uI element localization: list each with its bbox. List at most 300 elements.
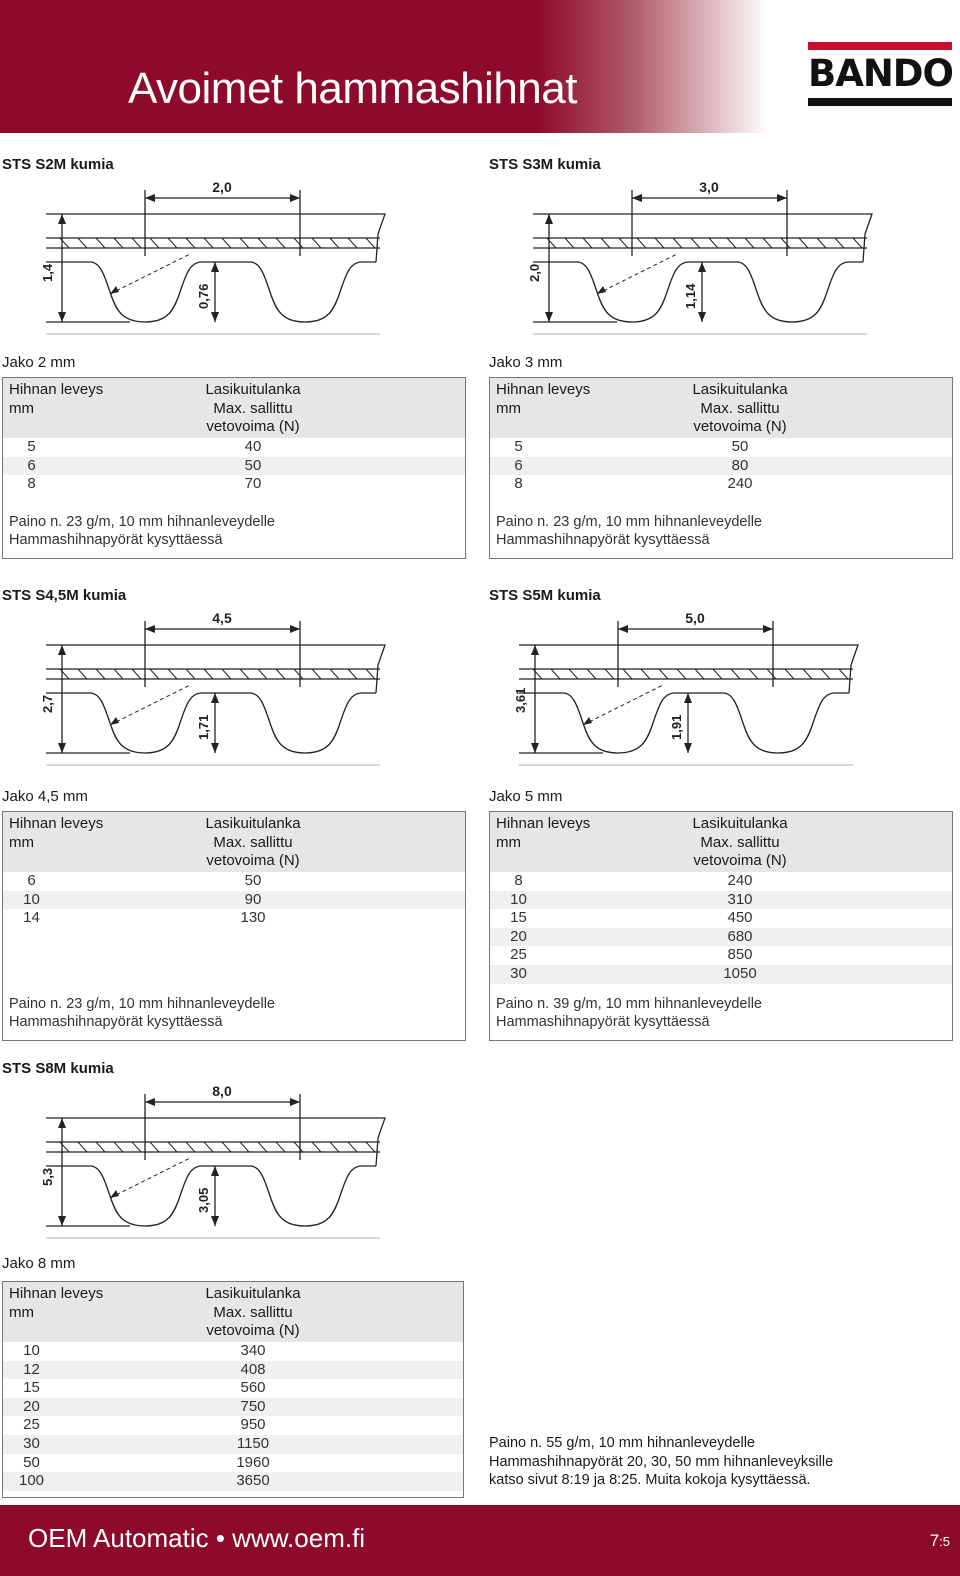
height-label: 1,4: [40, 263, 55, 282]
arrow-head: [290, 194, 300, 202]
header-line: vetovoima (N): [693, 852, 787, 870]
arrow-head: [110, 286, 119, 294]
table-row: [3, 457, 465, 476]
cord-hatch: [276, 238, 285, 248]
note-line: Hammashihnapyörät kysyttäessä: [496, 1014, 710, 1031]
table-row: [3, 891, 465, 910]
cord-hatch: [583, 238, 592, 248]
pitch-label-s8m: Jako 8 mm: [2, 1255, 76, 1272]
cord-hatch: [330, 1142, 339, 1152]
max-force-cell: 408: [240, 1360, 266, 1378]
max-force-cell: 1050: [723, 964, 757, 982]
cord-hatch: [276, 1142, 285, 1152]
cord-hatch: [222, 669, 231, 679]
note-line: Paino n. 23 g/m, 10 mm hihnanleveydelle: [9, 995, 275, 1012]
cord-hatch: [641, 669, 650, 679]
max-force-cell: 240: [727, 475, 753, 493]
cord-hatch: [799, 238, 808, 248]
cord-hatch: [767, 669, 776, 679]
logo-black-bar: [808, 98, 952, 106]
belt-teeth-profile: [519, 693, 849, 753]
cord-hatch: [150, 1142, 159, 1152]
header-line: Lasikuitulanka: [205, 1285, 301, 1302]
max-force-cell: 450: [727, 909, 753, 927]
cord-hatch: [60, 238, 69, 248]
radius-leader: [110, 685, 190, 725]
height-label: 3,61: [513, 687, 528, 713]
belt-diagram-s45m: [40, 605, 390, 770]
cord-hatch: [366, 1142, 375, 1152]
tooth-label: 3,05: [196, 1187, 211, 1213]
belt-width-cell: 20: [23, 1397, 40, 1415]
cord-hatch: [713, 669, 722, 679]
header-line: Hihnan leveys: [9, 381, 104, 398]
arrow-head: [698, 312, 706, 322]
cord-hatch: [276, 669, 285, 679]
belt-width-cell: 10: [510, 890, 527, 908]
cord-hatch: [312, 238, 321, 248]
header-line: Max. sallittu: [700, 833, 780, 851]
arrow-head: [211, 693, 219, 703]
belt-width-cell: 100: [18, 1472, 45, 1490]
cord-hatch: [673, 238, 682, 248]
pitch-label: 8,0: [212, 1083, 232, 1099]
note-line: Hammashihnapyörät 20, 30, 50 mm hihnanleveyksille: [489, 1453, 834, 1470]
cord-hatch: [294, 238, 303, 248]
bando-logo: [808, 42, 952, 108]
header-line: vetovoima (N): [206, 1322, 300, 1340]
belt-profile-svg: [40, 1078, 390, 1243]
width-column-header: [9, 1285, 103, 1322]
cord-hatch: [150, 238, 159, 248]
arrow-head: [618, 625, 628, 633]
arrow-head: [684, 693, 692, 703]
max-force-cell: 750: [240, 1397, 266, 1415]
cord-hatch: [222, 1142, 231, 1152]
cord-hatch: [601, 238, 610, 248]
tooth-label: 0,76: [196, 283, 211, 309]
section-title-s3m: STS S3M kumia: [489, 156, 601, 173]
header-line: mm: [9, 833, 34, 851]
cord-hatch: [677, 669, 686, 679]
header-line: mm: [496, 833, 521, 851]
cord-hatch: [803, 669, 812, 679]
belt-width-cell: 10: [23, 890, 40, 908]
spec-table-s5m: [489, 811, 953, 1041]
table-row: [3, 475, 465, 494]
note-line: Paino n. 39 g/m, 10 mm hihnanleveydelle: [496, 995, 762, 1012]
note-line: Hammashihnapyörät kysyttäessä: [496, 532, 710, 549]
cord-hatch: [222, 238, 231, 248]
cord-hatch: [821, 669, 830, 679]
cord-hatch: [258, 238, 267, 248]
belt-width-cell: 6: [514, 456, 523, 474]
cord-hatch: [96, 669, 105, 679]
cord-hatch: [695, 669, 704, 679]
cord-hatch: [168, 1142, 177, 1152]
arrow-head: [58, 214, 66, 224]
page-number-sub: :5: [939, 1534, 950, 1549]
belt-width-cell: 25: [510, 946, 527, 964]
cord-hatch: [78, 238, 87, 248]
note-line: katso sivut 8:19 ja 8:25. Muita kokoja kysyttäessä.: [489, 1472, 811, 1489]
belt-teeth-profile: [46, 262, 376, 322]
force-column-header: [690, 381, 790, 437]
logo-red-bar: [808, 42, 952, 50]
table-row: [3, 872, 465, 891]
arrow-head: [583, 717, 592, 725]
belt-profile-svg: [40, 174, 390, 339]
belt-width-cell: 6: [27, 872, 36, 889]
section-title-s2m: STS S2M kumia: [2, 156, 114, 173]
belt-width-cell: 6: [27, 456, 36, 474]
table-row: [490, 891, 952, 910]
belt-width-cell: 8: [514, 475, 523, 493]
belt-teeth-profile: [46, 693, 376, 753]
arrow-head: [632, 194, 642, 202]
belt-teeth-profile: [533, 262, 863, 322]
cord-hatch: [240, 1142, 249, 1152]
spec-table-s2m: [2, 377, 466, 559]
height-label: 2,7: [40, 694, 55, 713]
max-force-cell: 50: [244, 872, 262, 889]
table-header: [3, 812, 465, 872]
cord-hatch: [623, 669, 632, 679]
width-column-header: [496, 381, 590, 418]
cord-hatch: [605, 669, 614, 679]
arrow-head: [531, 743, 539, 753]
max-force-cell: 310: [727, 890, 753, 908]
cord-hatch: [839, 669, 848, 679]
cord-hatch: [240, 669, 249, 679]
table-row: [490, 438, 952, 457]
cord-hatch: [348, 238, 357, 248]
arrow-head: [211, 1216, 219, 1226]
arrow-head: [531, 645, 539, 655]
belt-width-cell: 20: [510, 927, 527, 945]
cord-hatch: [186, 669, 195, 679]
table-notes: [496, 513, 762, 550]
cord-hatch: [763, 238, 772, 248]
header-line: Hihnan leveys: [496, 381, 591, 398]
cord-hatch: [60, 1142, 69, 1152]
cord-hatch: [258, 1142, 267, 1152]
cord-hatch: [240, 238, 249, 248]
table-row: [3, 1454, 463, 1473]
width-column-header: [9, 815, 103, 852]
tooth-label: 1,91: [669, 714, 684, 740]
cord-hatch: [204, 1142, 213, 1152]
tooth-label: 1,71: [196, 714, 211, 740]
page-footer: [0, 1505, 960, 1576]
arrow-head: [58, 1118, 66, 1128]
table-row: [490, 872, 952, 891]
cord-hatch: [186, 1142, 195, 1152]
cord-hatch: [691, 238, 700, 248]
radius-leader: [110, 1158, 190, 1198]
header-line: vetovoima (N): [206, 418, 300, 436]
width-column-header: [9, 381, 103, 418]
table-row: [3, 1472, 463, 1491]
max-force-cell: 50: [731, 438, 749, 455]
table-row: [3, 1379, 463, 1398]
cord-hatch: [204, 238, 213, 248]
table-notes: [9, 513, 275, 550]
cord-hatch: [132, 1142, 141, 1152]
max-force-cell: 1150: [236, 1434, 270, 1452]
max-force-cell: 80: [731, 456, 749, 474]
max-force-cell: 3650: [236, 1472, 270, 1490]
arrow-head: [58, 645, 66, 655]
max-force-cell: 850: [727, 946, 753, 964]
cord-hatch: [709, 238, 718, 248]
radius-leader: [110, 254, 190, 294]
arrow-head: [290, 625, 300, 633]
pitch-label-s2m: Jako 2 mm: [2, 354, 76, 371]
header-line: Lasikuitulanka: [692, 815, 788, 832]
header-line: mm: [496, 399, 521, 417]
max-force-cell: 240: [727, 872, 753, 889]
table-row: [490, 475, 952, 494]
table-row: [3, 1342, 463, 1361]
section-title-s45m: STS S4,5M kumia: [2, 587, 127, 604]
spec-table-s8m: [2, 1281, 464, 1498]
cord-hatch: [114, 238, 123, 248]
header-line: Max. sallittu: [213, 399, 293, 417]
header-line: Lasikuitulanka: [692, 381, 788, 398]
radius-leader: [597, 254, 677, 294]
max-force-cell: 950: [240, 1416, 266, 1434]
arrow-head: [684, 743, 692, 753]
header-line: Hihnan leveys: [9, 1285, 104, 1302]
cord-hatch: [727, 238, 736, 248]
belt-width-cell: 8: [27, 475, 36, 493]
cord-hatch: [731, 669, 740, 679]
arrow-head: [110, 717, 119, 725]
belt-width-cell: 30: [23, 1434, 40, 1452]
belt-diagram-s8m: [40, 1078, 390, 1243]
table-header: [3, 378, 465, 438]
cord-hatch: [294, 669, 303, 679]
cord-hatch: [659, 669, 668, 679]
footer-text: OEM Automatic • www.oem.fi: [28, 1523, 366, 1553]
max-force-cell: 340: [240, 1342, 266, 1359]
pitch-label-s5m: Jako 5 mm: [489, 788, 563, 805]
cord-hatch: [330, 238, 339, 248]
arrow-head: [58, 312, 66, 322]
cord-hatch: [78, 669, 87, 679]
belt-width-cell: 5: [514, 438, 523, 455]
tooth-label: 1,14: [683, 283, 698, 309]
note-line: Hammashihnapyörät kysyttäessä: [9, 1014, 223, 1031]
force-column-header: [203, 815, 303, 871]
logo-wordmark: BANDO: [808, 52, 953, 95]
belt-width-cell: 15: [23, 1379, 40, 1397]
table-row: [3, 438, 465, 457]
header-line: Max. sallittu: [213, 1303, 293, 1321]
spec-table-s45m: [2, 811, 466, 1041]
header-line: vetovoima (N): [206, 852, 300, 870]
cord-hatch: [114, 1142, 123, 1152]
page-number-main: 7: [929, 1531, 940, 1550]
belt-width-cell: 5: [27, 438, 36, 455]
arrow-head: [763, 625, 773, 633]
cord-hatch: [132, 238, 141, 248]
header-line: mm: [9, 399, 34, 417]
max-force-cell: 50: [244, 456, 262, 474]
cord-hatch: [114, 669, 123, 679]
note-line: Paino n. 23 g/m, 10 mm hihnanleveydelle: [496, 513, 762, 530]
belt-width-cell: 30: [510, 964, 527, 982]
arrow-head: [211, 312, 219, 322]
table-row: [3, 1435, 463, 1454]
belt-width-cell: 25: [23, 1416, 40, 1434]
pitch-label: 5,0: [685, 610, 705, 626]
max-force-cell: 560: [240, 1379, 266, 1397]
table-notes: [9, 995, 275, 1032]
note-line: Paino n. 23 g/m, 10 mm hihnanleveydelle: [9, 513, 275, 530]
page-header: [0, 0, 960, 133]
cord-hatch: [745, 238, 754, 248]
table-row: [3, 1361, 463, 1380]
cord-hatch: [96, 1142, 105, 1152]
arrow-head: [777, 194, 787, 202]
table-row: [490, 909, 952, 928]
max-force-cell: 1960: [236, 1453, 270, 1471]
belt-profile-svg: [513, 605, 863, 770]
arrow-head: [698, 262, 706, 272]
pitch-label: 3,0: [699, 179, 719, 195]
cord-hatch: [330, 669, 339, 679]
belt-width-cell: 8: [514, 872, 523, 889]
table-row: [490, 928, 952, 947]
cord-hatch: [366, 669, 375, 679]
cord-hatch: [817, 238, 826, 248]
cord-hatch: [258, 669, 267, 679]
belt-width-cell: 15: [510, 909, 527, 927]
cord-hatch: [186, 238, 195, 248]
force-column-header: [203, 1285, 303, 1341]
spec-table-s3m: [489, 377, 953, 559]
cord-hatch: [204, 669, 213, 679]
arrow-head: [211, 743, 219, 753]
max-force-cell: 70: [244, 475, 262, 493]
arrow-head: [545, 312, 553, 322]
arrow-head: [110, 1190, 119, 1198]
force-column-header: [203, 381, 303, 437]
arrow-head: [290, 1098, 300, 1106]
section-title-s5m: STS S5M kumia: [489, 587, 601, 604]
width-column-header: [496, 815, 590, 852]
belt-teeth-profile: [46, 1166, 376, 1226]
arrow-head: [545, 214, 553, 224]
arrow-head: [145, 1098, 155, 1106]
belt-width-cell: 50: [23, 1453, 40, 1471]
header-line: Lasikuitulanka: [205, 381, 301, 398]
header-line: mm: [9, 1303, 34, 1321]
arrow-head: [211, 262, 219, 272]
cord-hatch: [150, 669, 159, 679]
cord-hatch: [96, 238, 105, 248]
table-row: [3, 1398, 463, 1417]
pitch-label: 4,5: [212, 610, 232, 626]
table-header: [490, 378, 952, 438]
s8m-notes: [489, 1434, 833, 1490]
page-number: [930, 1531, 950, 1551]
max-force-cell: 40: [244, 438, 262, 455]
note-line: Paino n. 55 g/m, 10 mm hihnanleveydelle: [489, 1435, 755, 1451]
cord-hatch: [655, 238, 664, 248]
table-row: [490, 457, 952, 476]
cord-hatch: [168, 238, 177, 248]
radius-leader: [583, 685, 663, 725]
cord-hatch: [619, 238, 628, 248]
table-row: [490, 946, 952, 965]
cord-hatch: [565, 238, 574, 248]
belt-width-cell: 14: [23, 909, 40, 927]
arrow-head: [58, 743, 66, 753]
belt-profile-svg: [527, 174, 877, 339]
cord-hatch: [781, 238, 790, 248]
cord-hatch: [749, 669, 758, 679]
page-title: Avoimet hammashihnat: [128, 64, 577, 113]
arrow-head: [211, 1166, 219, 1176]
header-line: vetovoima (N): [693, 418, 787, 436]
cord-hatch: [132, 669, 141, 679]
cord-hatch: [853, 238, 862, 248]
header-line: Hihnan leveys: [9, 815, 104, 832]
table-row: [490, 965, 952, 984]
table-row: [3, 909, 465, 928]
belt-width-cell: 10: [23, 1342, 40, 1359]
cord-hatch: [348, 1142, 357, 1152]
cord-hatch: [569, 669, 578, 679]
max-force-cell: 130: [240, 909, 266, 927]
cord-hatch: [785, 669, 794, 679]
pitch-label: 2,0: [212, 179, 232, 195]
pitch-label-s3m: Jako 3 mm: [489, 354, 563, 371]
arrow-head: [145, 194, 155, 202]
section-title-s8m: STS S8M kumia: [2, 1060, 114, 1077]
belt-diagram-s3m: [527, 174, 877, 339]
cord-hatch: [168, 669, 177, 679]
table-row: [3, 1416, 463, 1435]
belt-diagram-s5m: [513, 605, 863, 770]
cord-hatch: [587, 669, 596, 679]
height-label: 5,3: [40, 1167, 55, 1186]
max-force-cell: 90: [244, 890, 262, 908]
force-column-header: [690, 815, 790, 871]
note-line: Hammashihnapyörät kysyttäessä: [9, 532, 223, 549]
header-line: Max. sallittu: [213, 833, 293, 851]
arrow-head: [597, 286, 606, 294]
cord-hatch: [78, 1142, 87, 1152]
cord-hatch: [547, 238, 556, 248]
table-header: [490, 812, 952, 872]
cord-hatch: [60, 669, 69, 679]
table-header: [3, 1282, 463, 1342]
cord-hatch: [366, 238, 375, 248]
cord-hatch: [533, 669, 542, 679]
cord-hatch: [637, 238, 646, 248]
cord-hatch: [835, 238, 844, 248]
cord-hatch: [312, 669, 321, 679]
cord-hatch: [348, 669, 357, 679]
height-label: 2,0: [527, 263, 542, 282]
header-line: Max. sallittu: [700, 399, 780, 417]
belt-diagram-s2m: [40, 174, 390, 339]
header-line: Hihnan leveys: [496, 815, 591, 832]
